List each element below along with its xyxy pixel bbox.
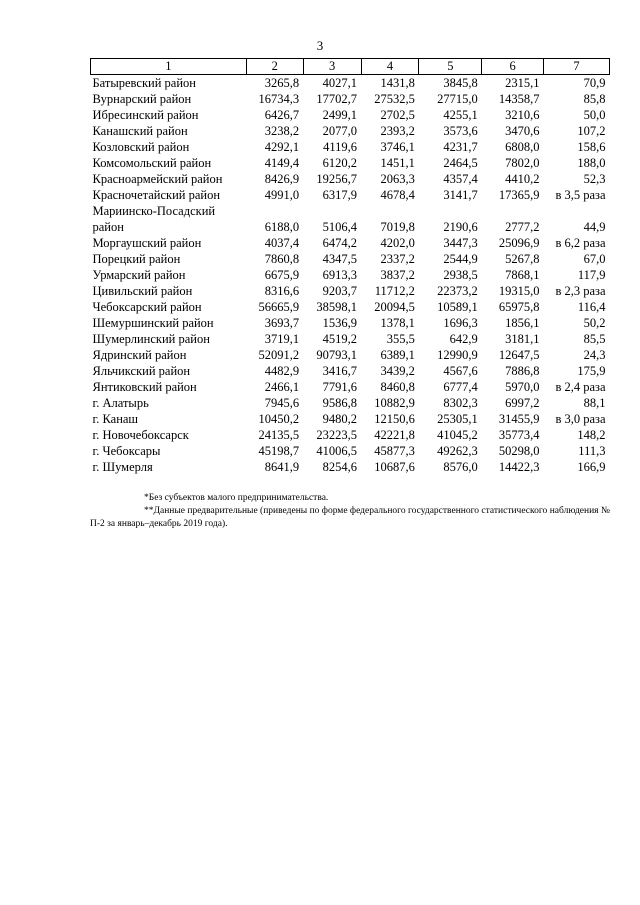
value-cell-col-2: 4037,4 [264,236,300,250]
value-cell-col-3: 17702,7 [316,92,358,106]
table-row [91,75,610,92]
value-cell-col-2: 56665,9 [258,300,300,314]
table-row [91,347,610,363]
value-cell-col-4: 10687,6 [374,460,415,474]
row-name-cell: г. Шумерля [92,460,153,474]
value-cell-col-7: 175,9 [577,364,606,378]
value-cell-col-3: 1536,9 [322,316,358,330]
value-cell-col-6: 7886,8 [505,364,540,378]
row-name-cell: Мариинско-Посадский район [92,204,216,234]
row-name-cell: Батыревский район [92,76,196,90]
value-cell-col-4: 1378,1 [380,316,415,330]
value-cell-col-3: 4347,5 [322,252,358,266]
row-name-cell: г. Алатырь [92,396,149,410]
value-cell-col-6: 6997,2 [505,396,540,410]
value-cell-col-3: 6474,2 [322,236,358,250]
value-cell-col-4: 20094,5 [374,300,415,314]
value-cell-col-5: 2544,9 [443,252,478,266]
value-cell-col-5: 1696,3 [443,316,478,330]
value-cell-col-7: 111,3 [578,444,606,458]
value-cell-col-6: 3470,6 [505,124,540,138]
table-row [91,331,610,347]
value-cell-col-7: 107,2 [577,124,606,138]
value-cell-col-4: 8460,8 [380,380,415,394]
table-row [91,155,610,171]
value-cell-col-2: 4292,1 [264,140,300,154]
value-cell-col-2: 4482,9 [264,364,300,378]
value-cell-col-6: 2777,2 [505,220,540,234]
row-name-cell: Чебоксарский район [92,300,202,314]
value-cell-col-6: 6808,0 [505,140,540,154]
value-cell-col-4: 11712,2 [374,284,415,298]
value-cell-col-5: 49262,3 [437,444,478,458]
value-cell-col-3: 90793,1 [316,348,358,362]
table-row [91,299,610,315]
value-cell-col-4: 45877,3 [374,444,415,458]
value-cell-col-6: 31455,9 [498,412,540,426]
column-header-5: 5 [419,59,482,75]
value-cell-col-7: в 2,3 раза [555,284,606,298]
value-cell-col-7: в 2,4 раза [555,380,606,394]
value-cell-col-2: 8316,6 [264,284,300,298]
value-cell-col-6: 17365,9 [498,188,540,202]
value-cell-col-6: 7868,1 [505,268,540,282]
value-cell-col-6: 50298,0 [498,444,540,458]
value-cell-col-5: 4357,4 [443,172,478,186]
value-cell-col-5: 22373,2 [437,284,478,298]
value-cell-col-7: 117,9 [577,268,606,282]
value-cell-col-5: 2938,5 [443,268,478,282]
value-cell-col-7: в 3,5 раза [555,188,606,202]
value-cell-col-6: 5970,0 [505,380,540,394]
value-cell-col-4: 27532,5 [374,92,415,106]
value-cell-col-2: 10450,2 [258,412,300,426]
row-name-cell: Яльчикский район [92,364,191,378]
value-cell-col-7: 44,9 [583,220,606,234]
value-cell-col-5: 3845,8 [443,76,478,90]
value-cell-col-5: 2190,6 [443,220,478,234]
table-row [91,315,610,331]
row-name-cell: Козловский район [92,140,190,154]
value-cell-col-3: 6120,2 [322,156,358,170]
investment-table [90,58,610,475]
table-row [91,443,610,459]
table-row [91,363,610,379]
row-name-cell: Янтиковский район [92,380,197,394]
value-cell-col-7: 50,2 [583,316,606,330]
value-cell-col-5: 4255,1 [443,108,478,122]
value-cell-col-5: 3573,6 [443,124,478,138]
value-cell-col-4: 1431,8 [380,76,415,90]
value-cell-col-3: 8254,6 [322,460,358,474]
table-row [91,283,610,299]
value-cell-col-6: 14422,3 [498,460,540,474]
value-cell-col-2: 45198,7 [258,444,300,458]
value-cell-col-7: 67,0 [583,252,606,266]
value-cell-col-6: 19315,0 [498,284,540,298]
value-cell-col-4: 12150,6 [374,412,415,426]
value-cell-col-7: в 3,0 раза [555,412,606,426]
value-cell-col-7: 88,1 [583,396,606,410]
table-row [91,123,610,139]
value-cell-col-7: 50,0 [583,108,606,122]
value-cell-col-4: 3439,2 [380,364,415,378]
value-cell-col-2: 3693,7 [264,316,300,330]
row-name-cell: Цивильский район [92,284,193,298]
row-name-cell: Вурнарский район [92,92,192,106]
table-header-row [91,59,610,75]
value-cell-col-2: 6188,0 [264,220,300,234]
row-name-cell: Моргаушский район [92,236,202,250]
value-cell-col-2: 3265,8 [264,76,300,90]
table-row [91,395,610,411]
value-cell-col-4: 2337,2 [380,252,415,266]
value-cell-col-7: 148,2 [577,428,606,442]
value-cell-col-5: 6777,4 [443,380,478,394]
value-cell-col-5: 41045,2 [437,428,478,442]
value-cell-col-5: 3141,7 [443,188,478,202]
value-cell-col-2: 24135,5 [258,428,300,442]
row-name-cell: Порецкий район [92,252,181,266]
value-cell-col-5: 27715,0 [437,92,478,106]
table-row [91,251,610,267]
value-cell-col-4: 42221,8 [374,428,415,442]
value-cell-col-2: 7945,6 [264,396,300,410]
value-cell-col-5: 10589,1 [437,300,478,314]
value-cell-col-4: 6389,1 [380,348,415,362]
value-cell-col-7: 52,3 [583,172,606,186]
value-cell-col-3: 4027,1 [322,76,358,90]
value-cell-col-7: в 6,2 раза [555,236,606,250]
row-name-cell: г. Чебоксары [92,444,161,458]
value-cell-col-5: 12990,9 [437,348,478,362]
value-cell-col-3: 23223,5 [316,428,358,442]
value-cell-col-6: 14358,7 [498,92,540,106]
row-name-cell: Шумерлинский район [92,332,210,346]
value-cell-col-4: 355,5 [386,332,415,346]
value-cell-col-4: 10882,9 [374,396,415,410]
value-cell-col-5: 642,9 [449,332,478,346]
column-header-4: 4 [361,59,419,75]
value-cell-col-2: 8641,9 [264,460,300,474]
row-name-cell: Шемуршинский район [92,316,214,330]
value-cell-col-4: 4202,0 [380,236,415,250]
value-cell-col-6: 35773,4 [498,428,540,442]
value-cell-col-2: 6426,7 [264,108,300,122]
value-cell-col-2: 3719,1 [264,332,300,346]
value-cell-col-6: 2315,1 [505,76,540,90]
column-header-3: 3 [303,59,361,75]
column-header-6: 6 [482,59,544,75]
column-header-1: 1 [91,59,247,75]
value-cell-col-3: 4119,6 [323,140,358,154]
table-row [91,91,610,107]
value-cell-col-6: 7802,0 [505,156,540,170]
table-row [91,411,610,427]
value-cell-col-7: 24,3 [583,348,606,362]
value-cell-col-7: 85,5 [583,332,606,346]
value-cell-col-2: 16734,3 [258,92,300,106]
value-cell-col-3: 41006,5 [316,444,358,458]
value-cell-col-5: 3447,3 [443,236,478,250]
value-cell-col-3: 2077,0 [322,124,358,138]
table-row [91,427,610,443]
value-cell-col-3: 7791,6 [322,380,358,394]
value-cell-col-6: 4410,2 [505,172,540,186]
footnotes [90,492,610,531]
table-row [91,187,610,203]
value-cell-col-4: 2063,3 [380,172,415,186]
value-cell-col-2: 52091,2 [258,348,300,362]
table-row [91,203,610,235]
table-row [91,267,610,283]
table-row [91,139,610,155]
value-cell-col-3: 9480,2 [322,412,358,426]
row-name-cell: Канашский район [92,124,188,138]
table-row [91,107,610,123]
row-name-cell: Красночетайский район [92,188,221,202]
value-cell-col-2: 3238,2 [264,124,300,138]
row-name-cell: Комсомольский район [92,156,212,170]
value-cell-col-5: 8576,0 [443,460,478,474]
value-cell-col-2: 4149,4 [264,156,300,170]
value-cell-col-3: 38598,1 [316,300,358,314]
value-cell-col-2: 6675,9 [264,268,300,282]
value-cell-col-6: 12647,5 [498,348,540,362]
value-cell-col-4: 3837,2 [380,268,415,282]
value-cell-col-6: 65975,8 [498,300,540,314]
value-cell-col-3: 6317,9 [322,188,358,202]
value-cell-col-3: 2499,1 [322,108,358,122]
table-row [91,235,610,251]
page-number: 3 [316,38,324,53]
footnote-preliminary-data: **Данные предварительные (приведены по форме федерального государственного статистического наблюдения № П-2 за январь–декабрь 2019 года). [90,506,610,529]
value-cell-col-2: 8426,9 [264,172,300,186]
value-cell-col-4: 2393,2 [380,124,415,138]
value-cell-col-2: 7860,8 [264,252,300,266]
value-cell-col-3: 4519,2 [322,332,358,346]
row-name-cell: г. Новочебоксарск [92,428,189,442]
value-cell-col-4: 2702,5 [380,108,415,122]
value-cell-col-5: 25305,1 [437,412,478,426]
value-cell-col-3: 6913,3 [322,268,358,282]
row-name-cell: Урмарский район [92,268,186,282]
value-cell-col-2: 2466,1 [264,380,300,394]
table-body [91,75,610,476]
row-name-cell: Ибресинский район [92,108,199,122]
footnote-small-business: *Без субъектов малого предпринимательства. [144,493,329,503]
value-cell-col-6: 1856,1 [505,316,540,330]
value-cell-col-5: 2464,5 [443,156,478,170]
value-cell-col-5: 4231,7 [443,140,478,154]
value-cell-col-4: 1451,1 [380,156,415,170]
value-cell-col-6: 3181,1 [505,332,540,346]
value-cell-col-2: 4991,0 [264,188,300,202]
value-cell-col-6: 3210,6 [505,108,540,122]
value-cell-col-3: 9586,8 [322,396,358,410]
value-cell-col-7: 188,0 [577,156,606,170]
table-row [91,459,610,475]
value-cell-col-3: 19256,7 [316,172,358,186]
value-cell-col-7: 166,9 [577,460,606,474]
table-row [91,171,610,187]
column-header-7: 7 [544,59,610,75]
row-name-cell: Красноармейский район [92,172,223,186]
value-cell-col-5: 4567,6 [443,364,478,378]
column-header-2: 2 [246,59,303,75]
value-cell-col-4: 4678,4 [380,188,415,202]
value-cell-col-4: 7019,8 [380,220,415,234]
table-row [91,379,610,395]
value-cell-col-3: 3416,7 [322,364,358,378]
value-cell-col-3: 5106,4 [322,220,358,234]
value-cell-col-6: 25096,9 [498,236,540,250]
value-cell-col-3: 9203,7 [322,284,358,298]
value-cell-col-7: 158,6 [577,140,606,154]
value-cell-col-7: 70,9 [583,76,606,90]
value-cell-col-4: 3746,1 [380,140,415,154]
value-cell-col-7: 85,8 [583,92,606,106]
row-name-cell: Ядринский район [92,348,187,362]
row-name-cell: г. Канаш [92,412,139,426]
value-cell-col-7: 116,4 [577,300,606,314]
value-cell-col-6: 5267,8 [505,252,540,266]
value-cell-col-5: 8302,3 [443,396,478,410]
